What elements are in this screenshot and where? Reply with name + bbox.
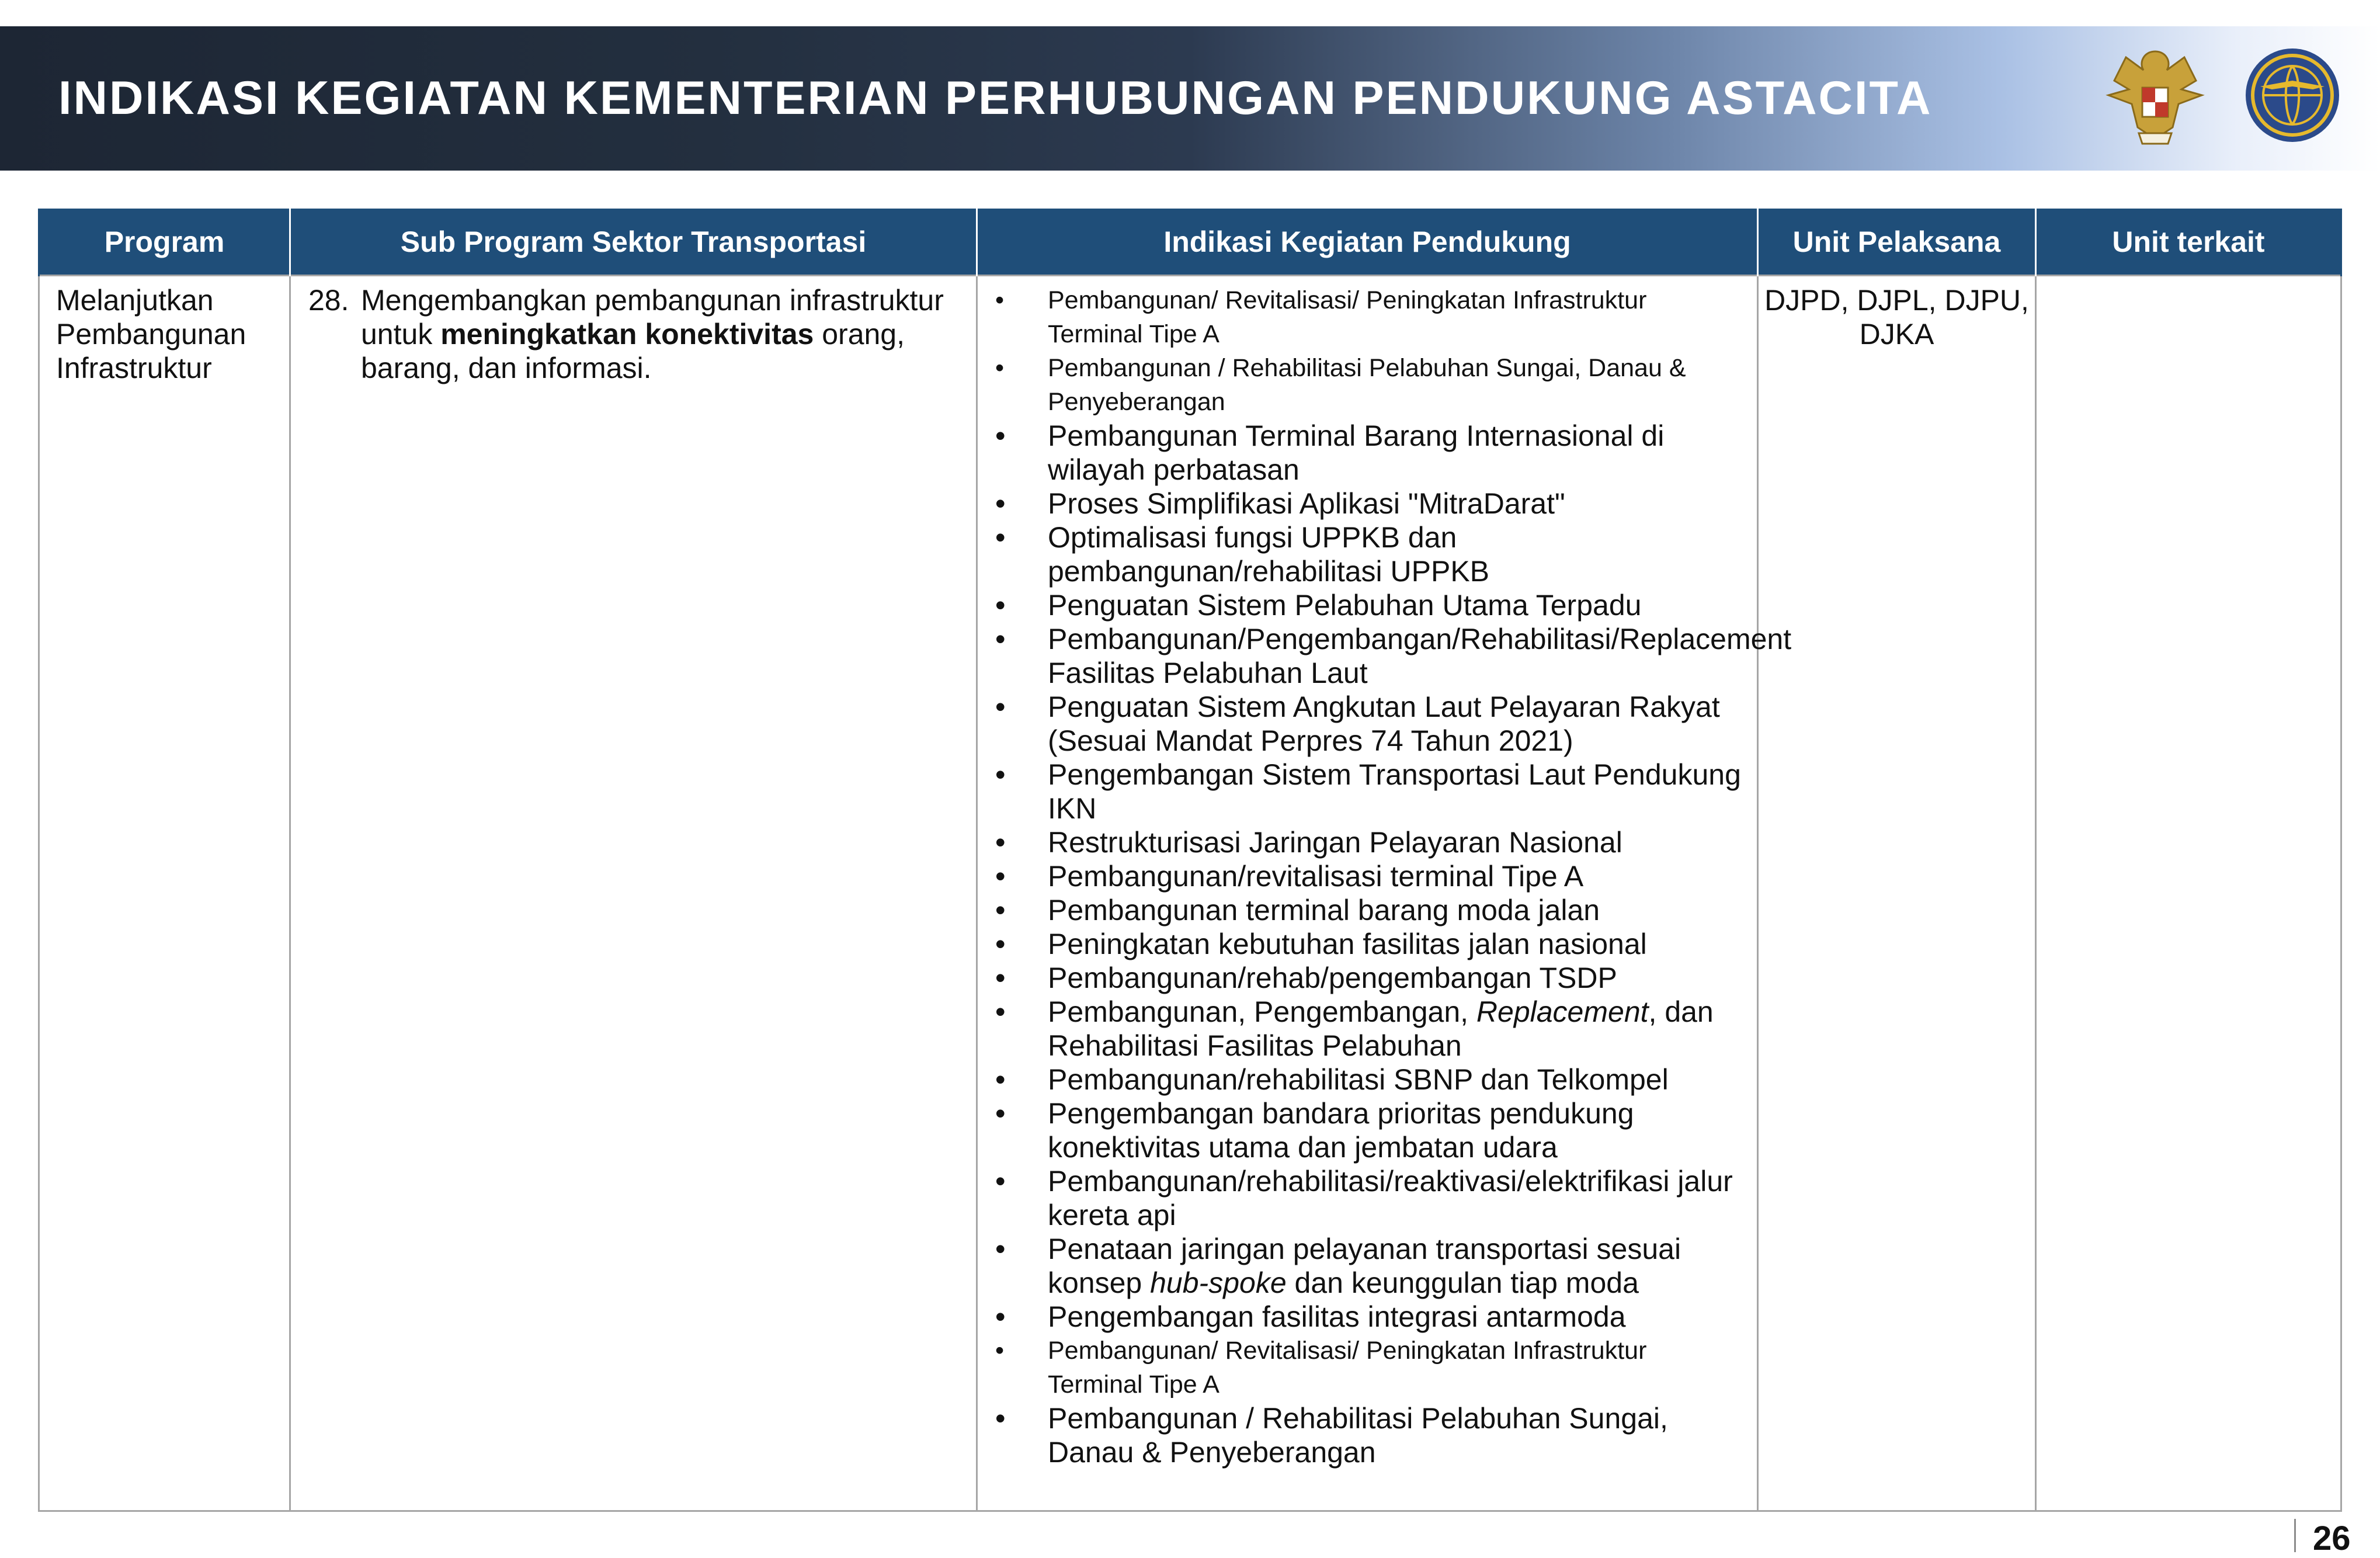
bullet-icon: • — [995, 354, 1005, 382]
list-item: • Pembangunan/rehabilitasi SBNP dan Telkompel — [993, 1063, 1743, 1097]
garuda-pancasila-icon — [2103, 40, 2208, 157]
unit-pelaksana-cell — [1758, 276, 2036, 1511]
indikasi-list — [993, 283, 1792, 1469]
indikasi-cell — [977, 276, 1792, 1511]
sub-program-emphasis: meningkatkan konektivitas — [440, 318, 814, 351]
bullet-icon: • — [995, 928, 1006, 960]
activities-table — [38, 209, 2342, 1512]
col-header-unit-pelaksana: Unit Pelaksana — [1758, 209, 2036, 276]
program-cell — [39, 276, 290, 1511]
bullet-icon: • — [995, 1300, 1006, 1333]
bullet-icon: • — [995, 1402, 1006, 1435]
list-item: • Pembangunan / Rehabilitasi Pelabuhan Sungai, Danau & Penyeberangan — [993, 351, 1743, 419]
table-header-row — [39, 209, 2341, 276]
list-item: • Pengembangan Sistem Transportasi Laut Pendukung IKN — [993, 758, 1743, 825]
list-item: • Pengembangan bandara prioritas pendukung konektivitas utama dan jembatan udara — [993, 1097, 1743, 1164]
bullet-icon: • — [995, 521, 1006, 554]
list-item: • Peningkatan kebutuhan fasilitas jalan nasional — [993, 927, 1743, 961]
bullet-icon: • — [995, 1337, 1005, 1365]
list-item: • Pembangunan/ Revitalisasi/ Peningkatan Infrastruktur Terminal Tipe A — [993, 283, 1743, 351]
list-item: • Optimalisasi fungsi UPPKB dan pembangunan/rehabilitasi UPPKB — [993, 521, 1743, 588]
table-row — [39, 276, 2341, 1511]
list-item: • Pengembangan fasilitas integrasi antarmoda — [993, 1300, 1743, 1334]
bullet-icon: • — [995, 487, 1006, 520]
bullet-icon: • — [995, 419, 1006, 452]
page-title: INDIKASI KEGIATAN KEMENTERIAN PERHUBUNGAN PENDUKUNG ASTACITA — [58, 72, 1933, 124]
program-text: Melanjutkan Pembangunan Infrastruktur — [56, 284, 246, 384]
page-number-divider — [2294, 1519, 2296, 1552]
sub-program-text: Mengembangkan pembangunan infrastruktur untuk meningkatkan konektivitas orang, barang, dan informasi. — [361, 284, 944, 384]
list-item: • Pembangunan, Pengembangan, Replacement, dan Rehabilitasi Fasilitas Pelabuhan — [993, 995, 1743, 1063]
col-header-indikasi: Indikasi Kegiatan Pendukung — [977, 209, 1758, 276]
list-item: • Penguatan Sistem Angkutan Laut Pelayaran Rakyat (Sesuai Mandat Perpres 74 Tahun 2021) — [993, 690, 1743, 758]
bullet-icon: • — [995, 1233, 1006, 1265]
col-header-program: Program — [39, 209, 290, 276]
unit-pelaksana-text: DJPD, DJPL, DJPU, DJKA — [1764, 284, 2029, 351]
bullet-icon: • — [995, 623, 1006, 655]
bullet-icon: • — [995, 962, 1006, 994]
page-number: 26 — [2313, 1519, 2351, 1557]
bullet-icon: • — [995, 1097, 1006, 1130]
bullet-icon: • — [995, 995, 1006, 1028]
sub-program-number: 28. — [308, 284, 349, 317]
bullet-icon: • — [995, 894, 1006, 927]
bullet-icon: • — [995, 1165, 1006, 1198]
list-item: • Pembangunan terminal barang moda jalan — [993, 893, 1743, 927]
bullet-icon: • — [995, 589, 1006, 622]
list-item: • Restrukturisasi Jaringan Pelayaran Nasional — [993, 825, 1743, 859]
list-item: • Pembangunan/rehab/pengembangan TSDP — [993, 961, 1743, 995]
col-header-unit-terkait: Unit terkait — [2036, 209, 2341, 276]
col-header-sub-program: Sub Program Sektor Transportasi — [290, 209, 977, 276]
list-item: • Pembangunan/revitalisasi terminal Tipe A — [993, 859, 1743, 893]
list-item: • Pembangunan / Rehabilitasi Pelabuhan Sungai, Danau & Penyeberangan — [993, 1401, 1743, 1469]
list-item: • Proses Simplifikasi Aplikasi "MitraDarat" — [993, 487, 1743, 521]
list-item: • Pembangunan Terminal Barang Internasional di wilayah perbatasan — [993, 419, 1743, 487]
list-item: • Pembangunan/Pengembangan/Rehabilitasi/Replacement Fasilitas Pelabuhan Laut — [993, 622, 1743, 690]
bullet-icon: • — [995, 860, 1006, 893]
unit-terkait-cell — [2036, 276, 2341, 1511]
bullet-icon: • — [995, 690, 1006, 723]
kementerian-perhubungan-icon — [2243, 46, 2342, 145]
list-item: • Penguatan Sistem Pelabuhan Utama Terpadu — [993, 588, 1743, 622]
list-item: • Penataan jaringan pelayanan transportasi sesuai konsep hub-spoke dan keunggulan tiap moda — [993, 1232, 1743, 1300]
bullet-icon: • — [995, 758, 1006, 791]
list-item: • Pembangunan/ Revitalisasi/ Peningkatan Infrastruktur Terminal Tipe A — [993, 1334, 1743, 1401]
bullet-icon: • — [995, 1063, 1006, 1096]
list-item: • Pembangunan/rehabilitasi/reaktivasi/elektrifikasi jalur kereta api — [993, 1164, 1743, 1232]
bullet-icon: • — [995, 286, 1005, 314]
bullet-icon: • — [995, 826, 1006, 859]
sub-program-cell — [290, 276, 977, 1511]
